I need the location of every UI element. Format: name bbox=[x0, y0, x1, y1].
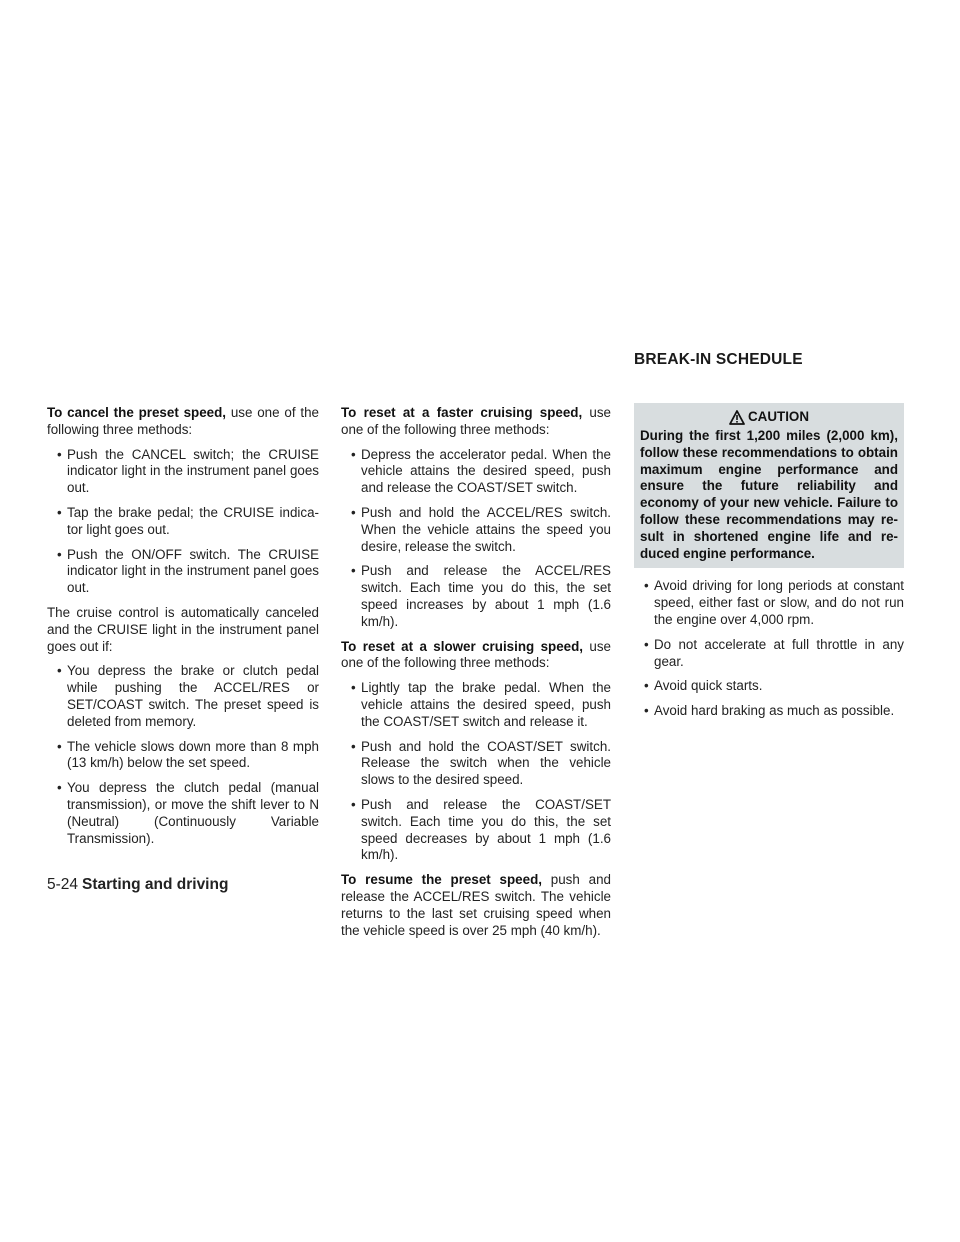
caution-box bbox=[634, 403, 904, 568]
column-2 bbox=[341, 405, 611, 947]
list-item: • Tap the brake pedal; the CRUISE indicator light goes out. bbox=[47, 505, 319, 539]
slower-rest: use one of the following three methods: bbox=[341, 638, 611, 671]
page-number: 5-24 bbox=[47, 876, 79, 893]
cancel-rest: use one of the following three methods: bbox=[47, 405, 319, 437]
list-item: • Push and hold the ACCEL/RES switch. When the vehicle attains the speed you desire, release the switch. bbox=[341, 505, 611, 555]
slower-intro bbox=[341, 639, 611, 673]
list-item: • Depress the accelerator pedal. When the vehicle attains the desired speed, push and release the COAST/SET switch. bbox=[341, 447, 611, 497]
list-item: • Push and release the COAST/SET switch. Each time you do this, the set speed decreases by about 1 mph (1.6 km/h). bbox=[341, 797, 611, 864]
list-item: • Avoid quick starts. bbox=[634, 678, 904, 695]
faster-intro bbox=[341, 405, 611, 439]
auto-cancel-intro: The cruise control is automatically canceled and the CRUISE light in the instrument panel goes out if: bbox=[47, 604, 319, 654]
caution-label: CAUTION bbox=[748, 408, 809, 424]
list-item: • Push the CANCEL switch; the CRUISE indicator light in the instrument panel goes out. bbox=[47, 447, 319, 497]
faster-lead: To reset at a faster cruising speed, bbox=[341, 405, 583, 420]
column-1 bbox=[47, 405, 319, 855]
cancel-methods-list bbox=[47, 447, 319, 597]
cancel-lead: To cancel the preset speed, bbox=[47, 405, 227, 420]
faster-rest: use one of the following three methods: bbox=[341, 405, 612, 437]
slower-lead: To reset at a slower cruising speed, bbox=[341, 638, 584, 654]
caution-text: During the first 1,200 miles (2,000 km), follow these recommendations to obtain maximum engine performance and ensure the future reliability and economy of your new vehicle. Failure to follow these recommendations may result in shortened engine life and reduced engine performance. bbox=[640, 428, 898, 561]
warning-icon bbox=[729, 410, 745, 425]
list-item: • Push and hold the COAST/SET switch. Release the switch when the vehicle slows to the desired speed. bbox=[341, 739, 611, 789]
chapter-title: Starting and driving bbox=[82, 876, 229, 893]
cancel-intro bbox=[47, 405, 319, 439]
resume-lead: To resume the preset speed, bbox=[341, 872, 542, 888]
list-item: • Push and release the ACCEL/RES switch. Each time you do this, the set speed increases by about 1 mph (1.6 km/h). bbox=[341, 563, 611, 630]
resume-rest: push and release the ACCEL/RES switch. The vehicle returns to the last set cruising speed when the vehicle speed is over 25 mph (40 km/h). bbox=[341, 872, 611, 938]
auto-cancel-list bbox=[47, 663, 319, 847]
resume-paragraph bbox=[341, 872, 611, 939]
list-item: • The vehicle slows down more than 8 mph (13 km/h) below the set speed. bbox=[47, 739, 319, 773]
list-item: • You depress the clutch pedal (manual transmission), or move the shift lever to N (Neutral) (Continuously Variable Transmission). bbox=[47, 780, 319, 847]
list-item: • Lightly tap the brake pedal. When the vehicle attains the desired speed, push the COAST/SET switch and release it. bbox=[341, 680, 611, 730]
break-in-list bbox=[634, 578, 904, 720]
list-item: • Push the ON/OFF switch. The CRUISE indicator light in the instrument panel goes out. bbox=[47, 547, 319, 597]
list-item: • Avoid driving for long periods at constant speed, either fast or slow, and do not run the engine over 4,000 rpm. bbox=[634, 578, 904, 628]
faster-methods-list bbox=[341, 447, 611, 631]
caution-header bbox=[640, 406, 898, 428]
section-title-break-in-schedule: BREAK-IN SCHEDULE bbox=[634, 351, 803, 368]
list-item: • You depress the brake or clutch pedal while pushing the ACCEL/RES or SET/COAST switch. The preset speed is deleted from memory. bbox=[47, 663, 319, 730]
slower-methods-list bbox=[341, 680, 611, 864]
list-item: • Avoid hard braking as much as possible. bbox=[634, 703, 904, 720]
column-3 bbox=[634, 405, 904, 728]
page-footer bbox=[47, 876, 228, 894]
list-item: • Do not accelerate at full throttle in any gear. bbox=[634, 637, 904, 671]
